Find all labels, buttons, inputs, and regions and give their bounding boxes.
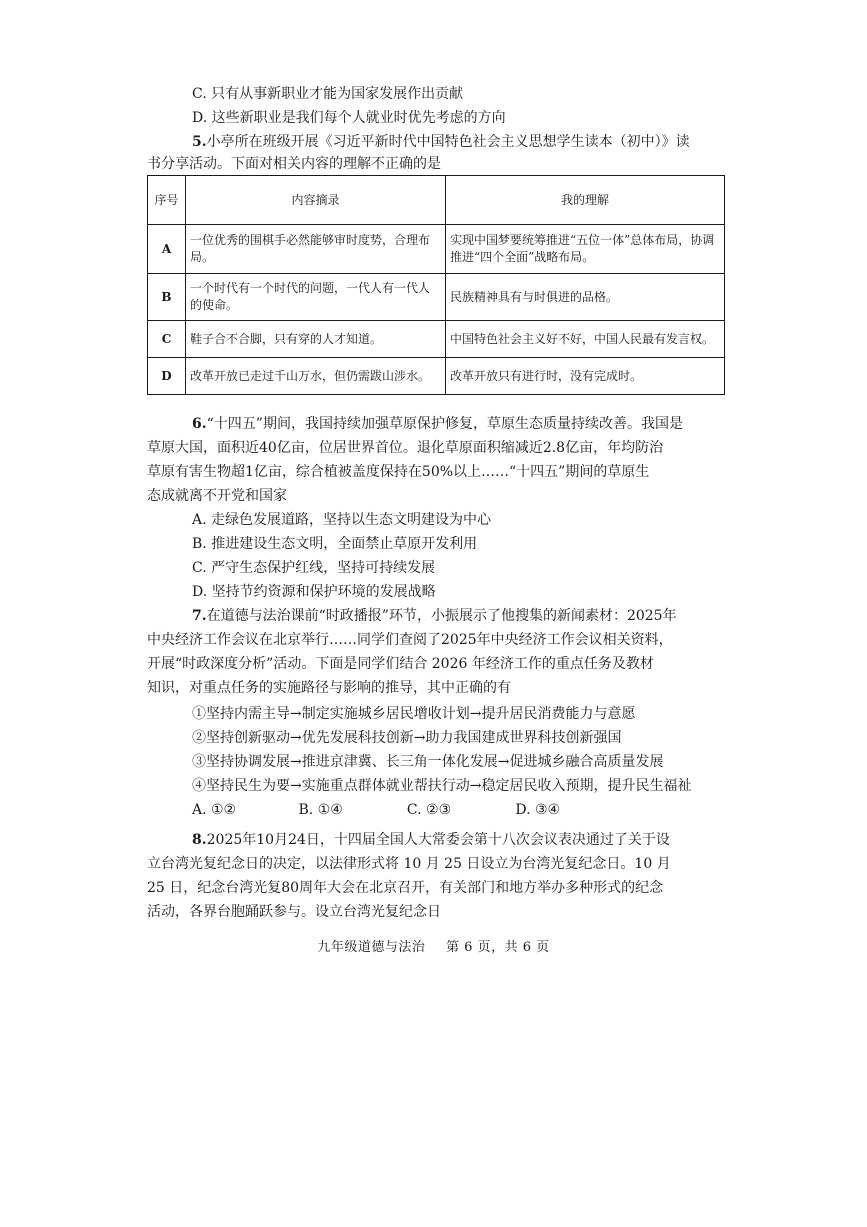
q4-option-c: C. 只有从事新职业才能为国家发展作出贡献 bbox=[192, 86, 464, 102]
q7-item-1: ①坚持内需主导→制定实施城乡居民增收计划→提升居民消费能力与意愿 bbox=[192, 706, 636, 722]
q5-stem-text: 小亭所在班级开展《习近平新时代中国特色社会主义思想学生读本（初中）》读 bbox=[206, 134, 690, 150]
footer-subject: 九年级道德与法治 bbox=[317, 940, 426, 955]
excerpt-text: 一位优秀的围棋手必然能够审时度势，合理布局。 bbox=[190, 233, 431, 264]
row-id: D bbox=[148, 358, 186, 395]
q5-stem-line2: 书分享活动。下面对相关内容的理解不正确的是 bbox=[147, 156, 441, 172]
q7-option-b: B. ①④ bbox=[298, 802, 343, 818]
row-id: B bbox=[148, 274, 186, 321]
q7-options bbox=[192, 800, 560, 820]
q6-option-b: B. 推进建设生态文明，全面禁止草原开发利用 bbox=[192, 536, 478, 552]
q8-stem-line1 bbox=[192, 830, 670, 850]
q6-number: 6. bbox=[192, 416, 207, 432]
row-excerpt bbox=[186, 274, 446, 321]
table-row bbox=[148, 274, 725, 321]
q7-stem-line1 bbox=[192, 606, 677, 626]
header-seq: 序号 bbox=[148, 176, 186, 225]
excerpt-text: 鞋子合不合脚，只有穿的人才知道。 bbox=[190, 331, 383, 346]
understanding-text: 民族精神具有与时俱进的品格。 bbox=[450, 289, 619, 304]
q6-option-a: A. 走绿色发展道路，坚持以生态文明建设为中心 bbox=[192, 512, 492, 528]
q7-stem-line3: 开展“时政深度分析”活动。下面是同学们结合 2026 年经济工作的重点任务及教材 bbox=[147, 656, 654, 672]
table-row bbox=[148, 321, 725, 358]
q8-stem-text: 2025年10月24日，十四届全国人大常委会第十八次会议表决通过了关于设 bbox=[206, 832, 670, 848]
understanding-text: 中国特色社会主义好不好，中国人民最有发言权。 bbox=[450, 331, 715, 346]
q7-option-c: C. ②③ bbox=[406, 802, 452, 818]
header-excerpt: 内容摘录 bbox=[186, 176, 446, 225]
q7-stem-line4: 知识，对重点任务的实施路径与影响的推导，其中正确的有 bbox=[147, 680, 511, 696]
page-footer bbox=[0, 936, 867, 955]
q6-stem-line3: 草原有害生物超1亿亩，综合植被盖度保持在50%以上……“十四五”期间的草原生 bbox=[147, 464, 650, 480]
q8-number: 8. bbox=[192, 832, 207, 848]
excerpt-text: 改革开放已走过千山万水，但仍需跋山涉水。 bbox=[190, 368, 431, 383]
q8-stem-line3: 25 日，纪念台湾光复80周年大会在北京召开，有关部门和地方举办多种形式的纪念 bbox=[147, 880, 664, 896]
row-id: C bbox=[148, 321, 186, 358]
footer-page-number: 第 6 页，共 6 页 bbox=[446, 940, 550, 955]
excerpt-text: 一个时代有一个时代的问题，一代人有一代人的使命。 bbox=[190, 281, 431, 312]
row-id: A bbox=[148, 225, 186, 274]
header-understanding: 我的理解 bbox=[446, 176, 725, 225]
q5-number: 5. bbox=[192, 134, 207, 150]
row-understanding bbox=[446, 274, 725, 321]
q8-stem-line4: 活动，各界台胞踊跃参与。设立台湾光复纪念日 bbox=[147, 904, 441, 920]
row-excerpt bbox=[186, 321, 446, 358]
row-excerpt bbox=[186, 358, 446, 395]
q7-number: 7. bbox=[192, 608, 207, 624]
q7-stem-line2: 中央经济工作会议在北京举行……同学们查阅了2025年中央经济工作会议相关资料， bbox=[147, 632, 673, 648]
q5-table-header bbox=[148, 176, 725, 225]
q7-item-3: ③坚持协调发展→推进京津冀、长三角一体化发展→促进城乡融合高质量发展 bbox=[192, 754, 664, 770]
q5-stem-line1 bbox=[192, 132, 690, 152]
q7-item-2: ②坚持创新驱动→优先发展科技创新→助力我国建成世界科技创新强国 bbox=[192, 730, 622, 746]
q8-stem-line2: 立台湾光复纪念日的决定，以法律形式将 10 月 25 日设立为台湾光复纪念日。10 月 bbox=[147, 856, 671, 872]
q6-stem-line4: 态成就离不开党和国家 bbox=[147, 488, 287, 504]
table-row bbox=[148, 358, 725, 395]
q7-option-a: A. ①② bbox=[192, 802, 237, 818]
row-excerpt bbox=[186, 225, 446, 274]
understanding-text: 改革开放只有进行时，没有完成时。 bbox=[450, 368, 643, 383]
q6-option-d: D. 坚持节约资源和保护环境的发展战略 bbox=[192, 584, 436, 600]
q7-stem-text: 在道德与法治课前“时政播报”环节，小振展示了他搜集的新闻素材：2025年 bbox=[206, 608, 677, 624]
row-understanding bbox=[446, 225, 725, 274]
q4-option-d: D. 这些新职业是我们每个人就业时优先考虑的方向 bbox=[192, 110, 506, 126]
understanding-text: 实现中国梦要统筹推进“五位一体”总体布局，协调推进“四个全面”战略布局。 bbox=[450, 233, 715, 264]
q6-stem-line2: 草原大国，面积近40亿亩，位居世界首位。退化草原面积缩减近2.8亿亩，年均防治 bbox=[147, 440, 664, 456]
row-understanding bbox=[446, 358, 725, 395]
q6-stem-text: “十四五”期间，我国持续加强草原保护修复，草原生态质量持续改善。我国是 bbox=[206, 416, 683, 432]
q5-table bbox=[147, 175, 725, 395]
q7-item-4: ④坚持民生为要→实施重点群体就业帮扶行动→稳定居民收入预期，提升民生福祉 bbox=[192, 778, 692, 794]
q7-option-d: D. ③④ bbox=[515, 802, 561, 818]
row-understanding bbox=[446, 321, 725, 358]
table-row bbox=[148, 225, 725, 274]
q6-stem-line1 bbox=[192, 414, 683, 434]
q6-option-c: C. 严守生态保护红线，坚持可持续发展 bbox=[192, 560, 436, 576]
